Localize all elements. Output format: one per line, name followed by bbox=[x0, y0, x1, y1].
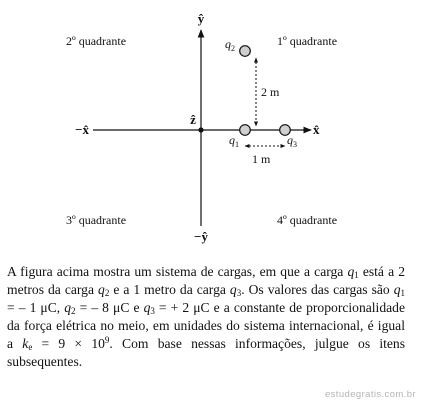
watermark: estudegratis.com.br bbox=[324, 389, 416, 400]
y-neg-label: −ŷ bbox=[194, 229, 208, 244]
charge-subscript: 3 bbox=[150, 305, 155, 316]
charge-symbol: q bbox=[64, 299, 72, 315]
horizontal-distance-label: 1 m bbox=[252, 152, 271, 166]
text-segment: = – 8 μC e bbox=[75, 299, 144, 315]
charge-symbol: q bbox=[347, 264, 355, 279]
quadrant-1-label: 1º quadrante bbox=[277, 34, 338, 48]
quadrant-4-label: 4º quadrante bbox=[277, 213, 338, 227]
charge-subscript: 2 bbox=[104, 287, 110, 298]
charge-symbol: q bbox=[143, 299, 151, 315]
text-segment: = – 1 μC, bbox=[7, 299, 65, 315]
charge-q1-sub: 1 bbox=[235, 140, 239, 149]
text-segment: . Com base nessas informações, julgue os itens subsequentes. bbox=[7, 335, 406, 369]
constant-subscript: e bbox=[28, 341, 33, 352]
x-pos-label: x̂ bbox=[313, 122, 320, 137]
text-segment: = 9 × 10 bbox=[32, 335, 105, 351]
charge-q1-symbol: q bbox=[229, 133, 235, 147]
z-label: ẑ bbox=[190, 112, 196, 127]
exponent: 9 bbox=[104, 334, 110, 345]
charge-q3-label bbox=[287, 133, 297, 149]
text-segment: está a 2 metros da carga bbox=[7, 264, 405, 297]
charge-subscript: 2 bbox=[71, 305, 76, 316]
text-segment: A figura acima mostra um sistema de cargas, em que a carga bbox=[7, 264, 348, 279]
charge-q2-label bbox=[225, 37, 235, 53]
charge-symbol: q bbox=[393, 281, 401, 297]
charge-symbol: q bbox=[229, 281, 237, 297]
charge-q1-label bbox=[229, 133, 239, 149]
charge-subscript: 1 bbox=[400, 287, 405, 298]
x-neg-label: −x̂ bbox=[75, 122, 89, 137]
text-segment: = + 2 μC e a constante de proporcionalidade da força elétrica no meio, em unidades do sistema internacional, é igual a bbox=[7, 299, 405, 351]
charge-subscript: 1 bbox=[354, 270, 359, 280]
charge-q1 bbox=[240, 125, 251, 136]
constant-symbol: k bbox=[22, 335, 29, 351]
charge-q3-symbol: q bbox=[287, 133, 293, 147]
charge-q2-symbol: q bbox=[225, 37, 231, 51]
charge-q2 bbox=[240, 46, 251, 57]
y-pos-label: ŷ bbox=[197, 11, 205, 26]
quadrant-3-label: 3º quadrante bbox=[66, 213, 127, 227]
charge-q3-sub: 3 bbox=[293, 140, 297, 149]
charge-subscript: 3 bbox=[236, 287, 242, 298]
text-segment: . Os valores das cargas são bbox=[241, 281, 394, 297]
vertical-distance-label: 2 m bbox=[261, 85, 280, 99]
origin-point bbox=[198, 127, 203, 132]
charge-symbol: q bbox=[98, 281, 105, 297]
problem-statement bbox=[7, 263, 405, 370]
quadrant-2-label: 2º quadrante bbox=[66, 34, 127, 48]
charge-q2-sub: 2 bbox=[231, 44, 235, 53]
text-segment: e a 1 metro da carga bbox=[109, 281, 230, 297]
